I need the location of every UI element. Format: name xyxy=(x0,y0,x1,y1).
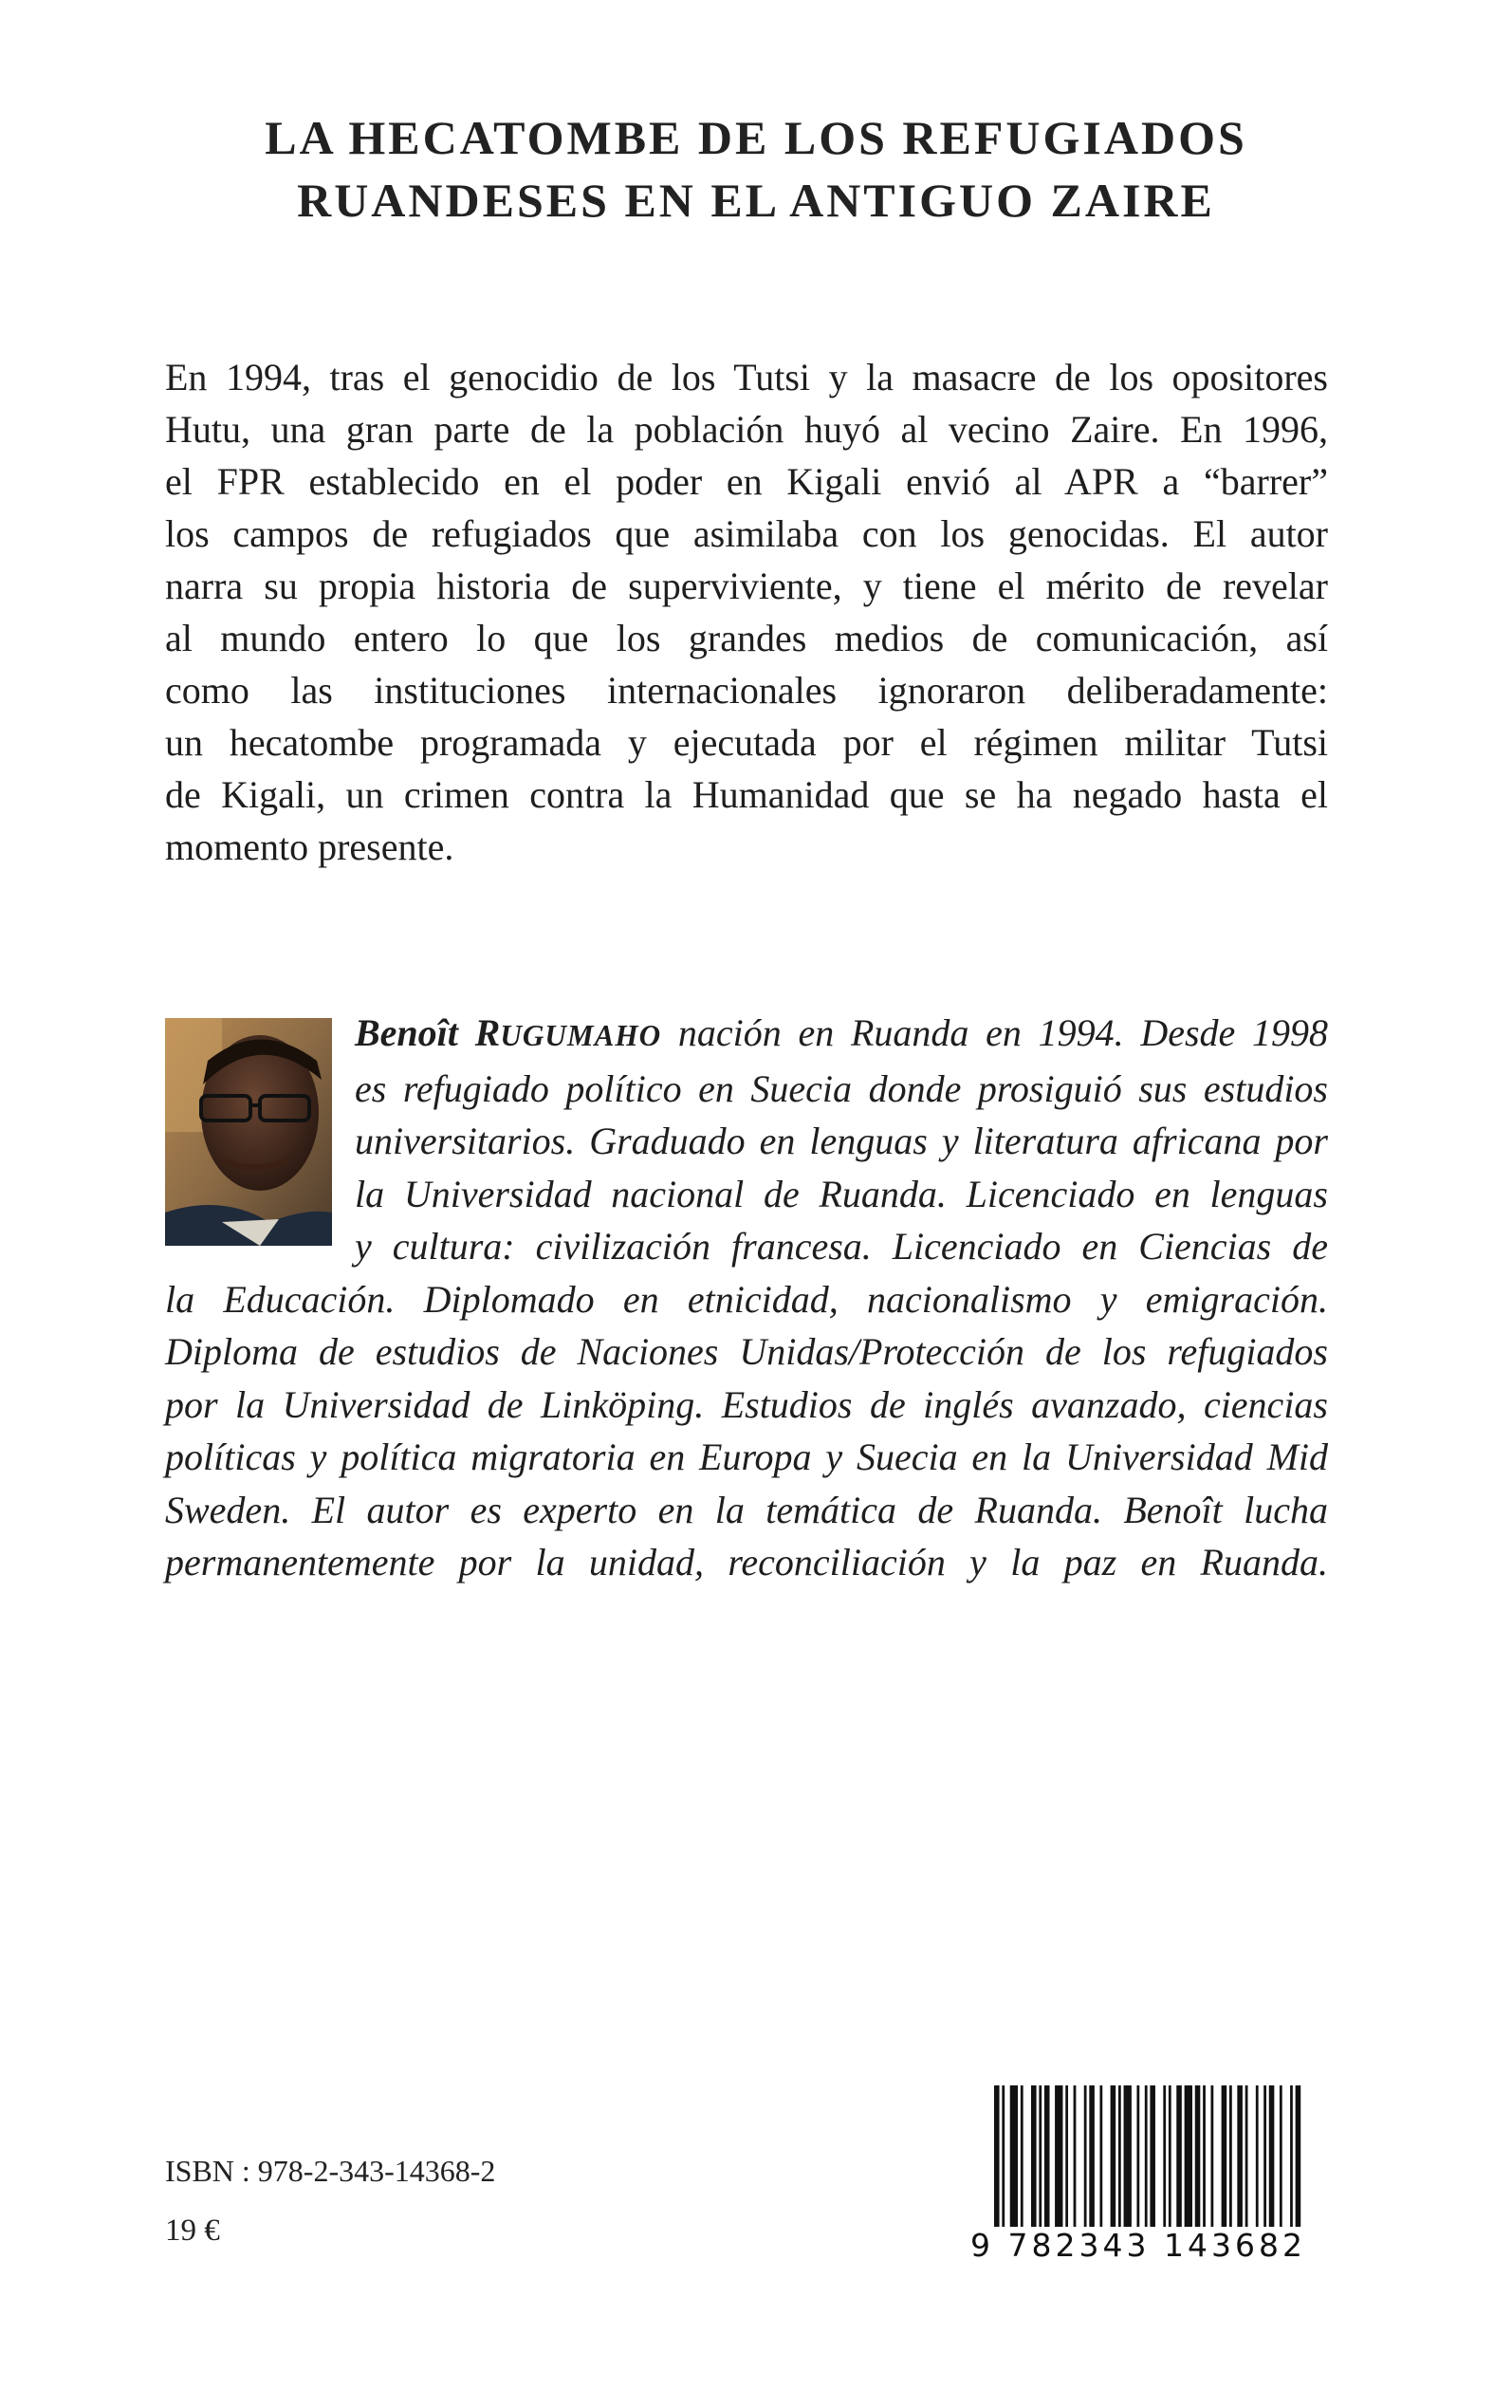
summary-line: narra su propia historia de superviviente, y tiene el mérito de revelar xyxy=(165,565,1328,607)
summary-line: Hutu, una gran parte de la población huyó al vecino Zaire. En 1996, xyxy=(165,408,1328,451)
author-bio xyxy=(165,1007,1328,1589)
bio-line: Sweden. El autor es experto en la temática de Ruanda. Benoît lucha xyxy=(165,1488,1328,1531)
summary-line: de Kigali, un crimen contra la Humanidad que se ha negado hasta el xyxy=(165,773,1328,816)
bio-line: es refugiado político en Suecia donde prosiguió sus estudios xyxy=(355,1066,1328,1110)
book-title xyxy=(0,106,1512,232)
title-line-2: RUANDESES EN EL ANTIGUO ZAIRE xyxy=(297,174,1215,227)
price-text: 19 € xyxy=(165,2214,220,2248)
isbn-text: ISBN : 978-2-343-14368-2 xyxy=(165,2154,496,2188)
bio-first-line xyxy=(355,1007,1328,1063)
title-line-1: LA HECATOMBE DE LOS REFUGIADOS xyxy=(265,111,1247,164)
summary-line: momento presente. xyxy=(165,825,454,868)
author-surname-rest: UGUMAHO xyxy=(500,1019,662,1052)
bio-line: universitarios. Graduado en lenguas y literatura africana por xyxy=(355,1120,1328,1162)
author-first-name: Benoît xyxy=(355,1011,458,1054)
summary-line: En 1994, tras el genocidio de los Tutsi y la masacre de los opositores xyxy=(165,356,1328,398)
summary-line: como las instituciones internacionales ignoraron deliberadamente: xyxy=(165,669,1328,712)
bio-line: la Educación. Diplomado en etnicidad, nacionalismo y emigración. xyxy=(165,1277,1328,1321)
bio-line: permanentemente por la unidad, reconciliación y la paz en Ruanda. xyxy=(165,1541,1328,1584)
summary-line: al mundo entero lo que los grandes medios de comunicación, así xyxy=(165,617,1328,659)
summary-line: el FPR establecido en el poder en Kigali envió al APR a “barrer” xyxy=(165,460,1328,503)
bio-line: la Universidad nacional de Ruanda. Licenciado en lenguas xyxy=(355,1172,1328,1215)
book-summary xyxy=(165,351,1328,873)
summary-line: los campos de refugiados que asimilaba con los genocidas. El autor xyxy=(165,512,1328,555)
author-name xyxy=(355,1011,661,1054)
bio-line: Diploma de estudios de Naciones Unidas/Protección de los refugiados xyxy=(165,1330,1328,1373)
bio-line: por la Universidad de Linköping. Estudios de inglés avanzado, ciencias xyxy=(165,1382,1328,1426)
summary-line: un hecatombe programada y ejecutada por el régimen militar Tutsi xyxy=(165,721,1328,764)
author-surname-initial: R xyxy=(474,1011,501,1054)
barcode-digits: 9 782343 143682 xyxy=(970,2227,1306,2264)
bio-line: y cultura: civilización francesa. Licenciado en Ciencias de xyxy=(355,1225,1328,1268)
bio-line: políticas y política migratoria en Europa y Suecia en la Universidad Mid xyxy=(165,1436,1328,1478)
bio-first-line-text: nación en Ruanda en 1994. Desde 1998 xyxy=(661,1011,1328,1054)
